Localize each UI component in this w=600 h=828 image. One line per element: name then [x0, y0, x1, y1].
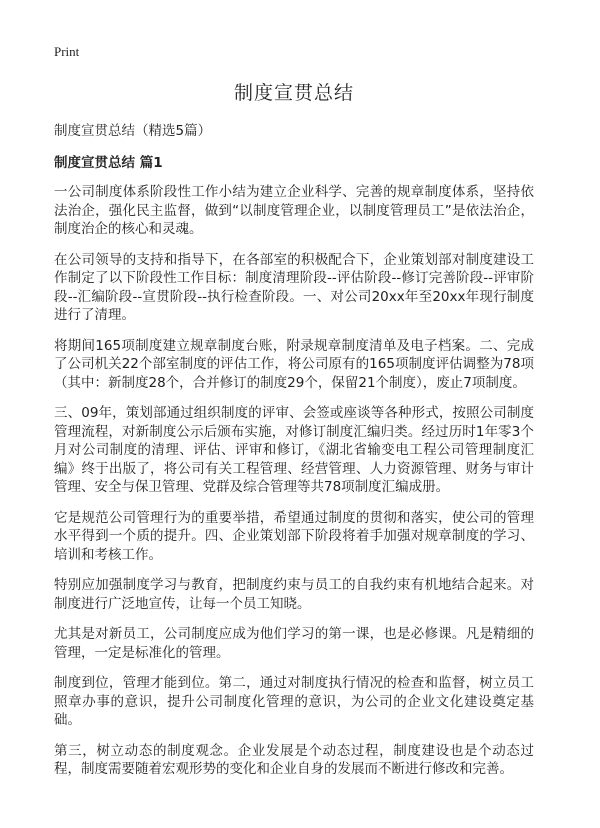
page-title: 制度宣贯总结 — [233, 82, 354, 104]
print-link[interactable]: Print — [54, 44, 80, 59]
paragraph: 特别应加强制度学习与教育，把制度约束与员工的自我约束有机地结合起来。对制度进行广泛地宣传，让每一个员工知晓。 — [54, 577, 534, 612]
section-heading: 制度宣贯总结 篇1 — [54, 155, 163, 171]
paragraph: 制度到位，管理才能到位。第二，通过对制度执行情况的检查和监督，树立员工照章办事的意识，提升公司制度化管理的意识，为公司的企业文化建设奠定基础。 — [54, 675, 534, 728]
paragraph: 它是规范公司管理行为的重要举措，希望通过制度的贯彻和落实，使公司的管理水平得到一个质的提升。四、企业策划部下阶段将着手加强对规章制度的学习、培训和考核工作。 — [54, 509, 534, 563]
paragraph: 将期间165项制度建立规章制度台账，附录规章制度清单及电子档案。二、完成了公司机关22个部室制度的评估工作，将公司原有的165项制度评估调整为78项（其中：新制度28个，合并修订的制度29个，保留21个制度），废止7项制度。 — [54, 337, 534, 391]
paragraph: 一公司制度体系阶段性工作小结为建立企业科学、完善的规章制度体系，坚持依法治企，强化民主监督，做到“以制度管理企业，以制度管理员工”是依法治企，制度治企的核心和灵魂。 — [54, 184, 534, 237]
document-subtitle: 制度宣贯总结（精选5篇） — [54, 123, 212, 139]
paragraph: 尤其是对新员工，公司制度应成为他们学习的第一课，也是必修课。凡是精细的管理，一定是标准化的管理。 — [54, 626, 534, 661]
paragraph: 第三，树立动态的制度观念。企业发展是个动态过程，制度建设也是个动态过程，制度需要随着宏观形势的变化和企业自身的发展而不断进行修改和完善。 — [54, 742, 534, 777]
paragraph: 在公司领导的支持和指导下，在各部室的积极配合下，企业策划部对制度建设工作制定了以下阶段性工作目标：制度清理阶段--评估阶段--修订完善阶段--评审阶段--汇编阶段--宣贯阶段--执行检查阶段。一、对公司20xx年至20xx年现行制度进行了清理。 — [54, 251, 534, 323]
paragraph: 三、09年，策划部通过组织制度的评审、会签或座谈等各种形式，按照公司制度管理流程，对新制度公示后颁布实施，对修订制度汇编归类。经过历时1年零3个月对公司制度的清理、评估、评审和修订，《湖北省输变电工程公司管理制度汇编》终于出版了，将公司有关工程管理、经营管理、人力资源管理、财务与审计管理、安全与保卫管理、党群及综合管理等共78项制度汇编成册。 — [54, 405, 534, 495]
